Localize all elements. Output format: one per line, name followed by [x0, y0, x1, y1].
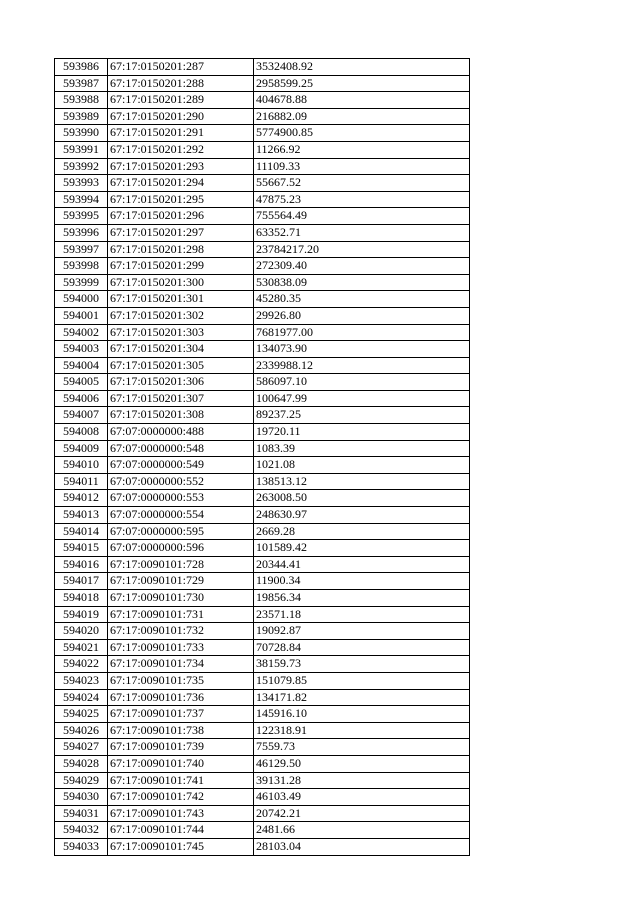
value-cell: 404678.88 [254, 92, 470, 109]
table-row [55, 573, 470, 590]
value-cell: 100647.99 [254, 390, 470, 407]
table-row [55, 606, 470, 623]
row-number-cell: 594012 [55, 490, 108, 507]
table-row [55, 540, 470, 557]
cadastral-number-cell: 67:17:0090101:743 [108, 805, 254, 822]
cadastral-number-cell: 67:17:0090101:740 [108, 755, 254, 772]
value-cell: 1083.39 [254, 440, 470, 457]
cadastral-number-cell: 67:17:0090101:738 [108, 722, 254, 739]
value-cell: 272309.40 [254, 258, 470, 275]
row-number-cell: 593996 [55, 224, 108, 241]
value-cell: 20742.21 [254, 805, 470, 822]
value-cell: 101589.42 [254, 540, 470, 557]
cadastral-number-cell: 67:17:0150201:305 [108, 357, 254, 374]
value-cell: 20344.41 [254, 556, 470, 573]
table-row [55, 291, 470, 308]
row-number-cell: 593992 [55, 158, 108, 175]
cadastral-number-cell: 67:17:0150201:296 [108, 208, 254, 225]
value-cell: 530838.09 [254, 274, 470, 291]
value-cell: 138513.12 [254, 473, 470, 490]
row-number-cell: 593999 [55, 274, 108, 291]
cadastral-number-cell: 67:17:0090101:732 [108, 623, 254, 640]
cadastral-number-cell: 67:17:0090101:736 [108, 689, 254, 706]
table-row [55, 407, 470, 424]
table-row [55, 92, 470, 109]
table-row [55, 523, 470, 540]
cadastral-number-cell: 67:17:0090101:729 [108, 573, 254, 590]
cadastral-number-cell: 67:17:0150201:306 [108, 374, 254, 391]
row-number-cell: 594016 [55, 556, 108, 573]
row-number-cell: 594004 [55, 357, 108, 374]
row-number-cell: 593997 [55, 241, 108, 258]
row-number-cell: 594000 [55, 291, 108, 308]
row-number-cell: 594019 [55, 606, 108, 623]
cadastral-number-cell: 67:17:0090101:734 [108, 656, 254, 673]
cadastral-number-cell: 67:17:0090101:730 [108, 590, 254, 607]
row-number-cell: 594028 [55, 755, 108, 772]
table-row [55, 141, 470, 158]
value-cell: 2481.66 [254, 822, 470, 839]
cadastral-number-cell: 67:17:0150201:299 [108, 258, 254, 275]
cadastral-number-cell: 67:07:0000000:548 [108, 440, 254, 457]
row-number-cell: 593990 [55, 125, 108, 142]
table-row [55, 590, 470, 607]
cadastral-number-cell: 67:17:0150201:293 [108, 158, 254, 175]
cadastral-number-cell: 67:07:0000000:596 [108, 540, 254, 557]
value-cell: 134073.90 [254, 341, 470, 358]
value-cell: 55667.52 [254, 175, 470, 192]
cadastral-number-cell: 67:17:0150201:298 [108, 241, 254, 258]
cadastral-number-cell: 67:17:0150201:291 [108, 125, 254, 142]
cadastral-number-cell: 67:17:0150201:304 [108, 341, 254, 358]
table-row [55, 473, 470, 490]
table-row [55, 175, 470, 192]
cadastral-number-cell: 67:17:0090101:741 [108, 772, 254, 789]
table-row [55, 838, 470, 855]
value-cell: 151079.85 [254, 672, 470, 689]
value-cell: 46103.49 [254, 789, 470, 806]
row-number-cell: 594015 [55, 540, 108, 557]
table-row [55, 108, 470, 125]
table-row [55, 722, 470, 739]
row-number-cell: 594005 [55, 374, 108, 391]
table-row [55, 390, 470, 407]
row-number-cell: 594003 [55, 341, 108, 358]
table-row [55, 440, 470, 457]
cadastral-number-cell: 67:17:0150201:308 [108, 407, 254, 424]
value-cell: 23571.18 [254, 606, 470, 623]
cadastral-number-cell: 67:17:0090101:745 [108, 838, 254, 855]
cadastral-number-cell: 67:17:0150201:287 [108, 59, 254, 76]
cadastral-number-cell: 67:17:0150201:300 [108, 274, 254, 291]
value-cell: 134171.82 [254, 689, 470, 706]
value-cell: 45280.35 [254, 291, 470, 308]
cadastral-number-cell: 67:17:0090101:728 [108, 556, 254, 573]
cadastral-number-cell: 67:17:0090101:739 [108, 739, 254, 756]
row-number-cell: 593998 [55, 258, 108, 275]
value-cell: 39131.28 [254, 772, 470, 789]
value-cell: 38159.73 [254, 656, 470, 673]
row-number-cell: 594009 [55, 440, 108, 457]
table-row [55, 739, 470, 756]
table-body [55, 59, 470, 856]
cadastral-number-cell: 67:07:0000000:552 [108, 473, 254, 490]
table-row [55, 75, 470, 92]
row-number-cell: 594032 [55, 822, 108, 839]
row-number-cell: 593986 [55, 59, 108, 76]
cadastral-number-cell: 67:17:0150201:294 [108, 175, 254, 192]
value-cell: 11266.92 [254, 141, 470, 158]
value-cell: 11109.33 [254, 158, 470, 175]
table-row [55, 125, 470, 142]
table-row [55, 623, 470, 640]
table-row [55, 158, 470, 175]
table-row [55, 755, 470, 772]
value-cell: 2669.28 [254, 523, 470, 540]
value-cell: 145916.10 [254, 706, 470, 723]
cadastral-number-cell: 67:07:0000000:553 [108, 490, 254, 507]
row-number-cell: 594018 [55, 590, 108, 607]
value-cell: 19856.34 [254, 590, 470, 607]
table-row [55, 208, 470, 225]
cadastral-number-cell: 67:17:0150201:292 [108, 141, 254, 158]
value-cell: 5774900.85 [254, 125, 470, 142]
row-number-cell: 594024 [55, 689, 108, 706]
row-number-cell: 594026 [55, 722, 108, 739]
value-cell: 216882.09 [254, 108, 470, 125]
row-number-cell: 594007 [55, 407, 108, 424]
cadastral-value-table [54, 58, 470, 856]
value-cell: 122318.91 [254, 722, 470, 739]
cadastral-number-cell: 67:17:0150201:290 [108, 108, 254, 125]
table-row [55, 672, 470, 689]
cadastral-number-cell: 67:17:0150201:289 [108, 92, 254, 109]
row-number-cell: 594001 [55, 307, 108, 324]
row-number-cell: 593987 [55, 75, 108, 92]
value-cell: 47875.23 [254, 191, 470, 208]
cadastral-number-cell: 67:17:0090101:731 [108, 606, 254, 623]
cadastral-number-cell: 67:17:0150201:297 [108, 224, 254, 241]
value-cell: 263008.50 [254, 490, 470, 507]
value-cell: 70728.84 [254, 639, 470, 656]
value-cell: 28103.04 [254, 838, 470, 855]
table-row [55, 706, 470, 723]
value-cell: 248630.97 [254, 507, 470, 524]
value-cell: 63352.71 [254, 224, 470, 241]
cadastral-number-cell: 67:17:0090101:742 [108, 789, 254, 806]
cadastral-number-cell: 67:07:0000000:595 [108, 523, 254, 540]
table-row [55, 490, 470, 507]
row-number-cell: 594021 [55, 639, 108, 656]
cadastral-number-cell: 67:17:0150201:288 [108, 75, 254, 92]
table-row [55, 191, 470, 208]
row-number-cell: 594017 [55, 573, 108, 590]
table-row [55, 507, 470, 524]
value-cell: 755564.49 [254, 208, 470, 225]
table-row [55, 457, 470, 474]
row-number-cell: 593989 [55, 108, 108, 125]
row-number-cell: 594008 [55, 424, 108, 441]
table-row [55, 307, 470, 324]
row-number-cell: 594020 [55, 623, 108, 640]
table-row [55, 805, 470, 822]
table-row [55, 374, 470, 391]
value-cell: 2958599.25 [254, 75, 470, 92]
value-cell: 19720.11 [254, 424, 470, 441]
cadastral-number-cell: 67:17:0150201:301 [108, 291, 254, 308]
row-number-cell: 594006 [55, 390, 108, 407]
table-row [55, 258, 470, 275]
row-number-cell: 593995 [55, 208, 108, 225]
value-cell: 29926.80 [254, 307, 470, 324]
cadastral-number-cell: 67:07:0000000:488 [108, 424, 254, 441]
value-cell: 3532408.92 [254, 59, 470, 76]
table-row [55, 324, 470, 341]
table-row [55, 639, 470, 656]
cadastral-number-cell: 67:17:0150201:307 [108, 390, 254, 407]
value-cell: 46129.50 [254, 755, 470, 772]
row-number-cell: 594029 [55, 772, 108, 789]
table-row [55, 556, 470, 573]
cadastral-number-cell: 67:17:0090101:735 [108, 672, 254, 689]
row-number-cell: 594014 [55, 523, 108, 540]
row-number-cell: 594011 [55, 473, 108, 490]
table-row [55, 341, 470, 358]
row-number-cell: 594031 [55, 805, 108, 822]
cadastral-number-cell: 67:17:0150201:303 [108, 324, 254, 341]
value-cell: 23784217.20 [254, 241, 470, 258]
value-cell: 7681977.00 [254, 324, 470, 341]
table-row [55, 424, 470, 441]
row-number-cell: 594010 [55, 457, 108, 474]
value-cell: 586097.10 [254, 374, 470, 391]
value-cell: 7559.73 [254, 739, 470, 756]
row-number-cell: 594025 [55, 706, 108, 723]
cadastral-number-cell: 67:07:0000000:554 [108, 507, 254, 524]
row-number-cell: 593994 [55, 191, 108, 208]
row-number-cell: 593991 [55, 141, 108, 158]
row-number-cell: 594022 [55, 656, 108, 673]
row-number-cell: 594027 [55, 739, 108, 756]
table-row [55, 274, 470, 291]
row-number-cell: 593993 [55, 175, 108, 192]
row-number-cell: 594002 [55, 324, 108, 341]
row-number-cell: 594023 [55, 672, 108, 689]
table-row [55, 241, 470, 258]
value-cell: 1021.08 [254, 457, 470, 474]
cadastral-number-cell: 67:17:0090101:744 [108, 822, 254, 839]
value-cell: 2339988.12 [254, 357, 470, 374]
table-row [55, 224, 470, 241]
cadastral-number-cell: 67:17:0150201:302 [108, 307, 254, 324]
cadastral-number-cell: 67:17:0090101:733 [108, 639, 254, 656]
value-cell: 19092.87 [254, 623, 470, 640]
table-row [55, 59, 470, 76]
table-row [55, 357, 470, 374]
row-number-cell: 594030 [55, 789, 108, 806]
cadastral-number-cell: 67:17:0150201:295 [108, 191, 254, 208]
value-cell: 89237.25 [254, 407, 470, 424]
table-row [55, 789, 470, 806]
table-row [55, 656, 470, 673]
cadastral-number-cell: 67:17:0090101:737 [108, 706, 254, 723]
table-row [55, 772, 470, 789]
table-row [55, 822, 470, 839]
row-number-cell: 594033 [55, 838, 108, 855]
table-row [55, 689, 470, 706]
row-number-cell: 593988 [55, 92, 108, 109]
value-cell: 11900.34 [254, 573, 470, 590]
row-number-cell: 594013 [55, 507, 108, 524]
cadastral-number-cell: 67:07:0000000:549 [108, 457, 254, 474]
